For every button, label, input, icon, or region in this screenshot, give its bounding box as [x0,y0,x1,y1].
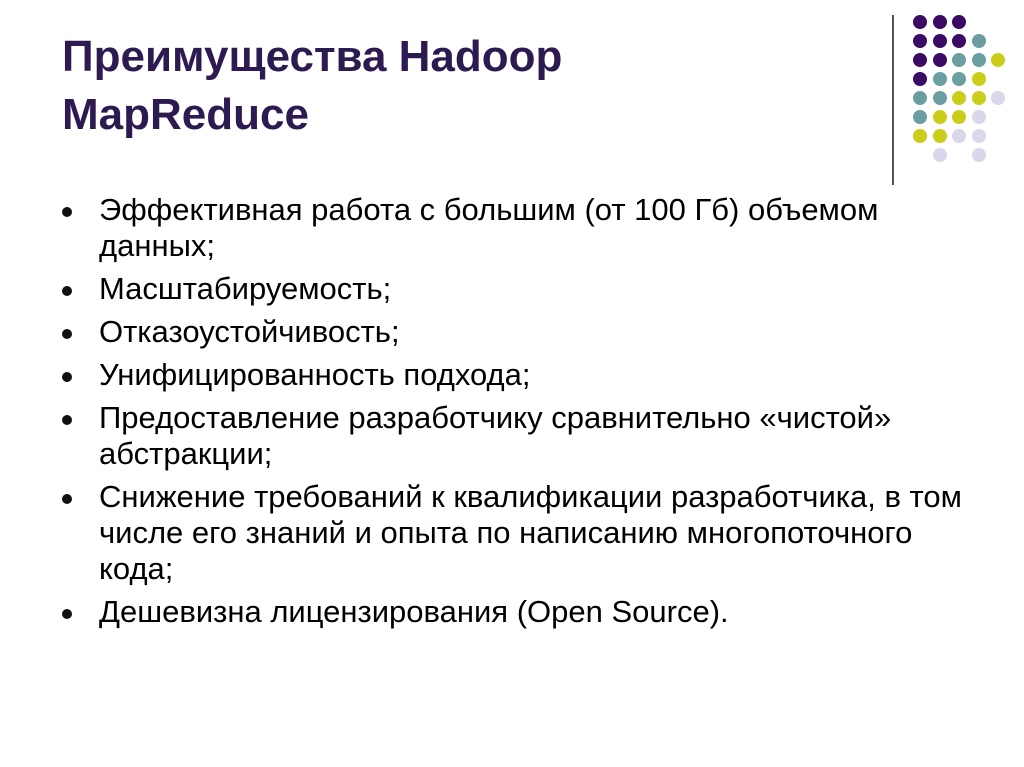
list-item [62,400,962,472]
decorative-dot [972,91,986,105]
decorative-dot [933,34,947,48]
decorative-dot [933,110,947,124]
title-line-2: MapReduce [62,90,309,139]
bullet-icon [62,609,72,619]
bullet-text: Дешевизна лицензирования (Open Source). [99,594,729,629]
decorative-dot [913,91,927,105]
decorative-dot [991,53,1005,67]
bullet-icon [62,494,72,504]
decorative-dot [913,110,927,124]
bullet-list [62,192,962,637]
slide-title [62,28,562,144]
decorative-divider [892,15,894,185]
decorative-dot [952,110,966,124]
decorative-dot [933,53,947,67]
bullet-icon [62,329,72,339]
decorative-dot [933,15,947,29]
list-item [62,479,962,587]
decorative-dot [972,148,986,162]
list-item [62,594,962,630]
list-item [62,357,962,393]
decorative-dot [972,34,986,48]
decorative-dot [972,53,986,67]
decorative-dot [933,129,947,143]
list-item [62,314,962,350]
bullet-icon [62,207,72,217]
decorative-dot [913,15,927,29]
list-item [62,271,962,307]
bullet-text: Унифицированность подхода; [99,357,531,392]
bullet-text: Масштабируемость; [99,271,392,306]
decorative-dot [972,72,986,86]
decorative-dot [952,34,966,48]
title-line-1: Преимущества Hadoop [62,32,563,81]
decorative-dot [933,91,947,105]
bullet-text: Снижение требований к квалификации разработчика, в том числе его знаний и опыта по написанию многопоточного кода; [99,479,962,586]
bullet-icon [62,286,72,296]
decorative-dot [913,53,927,67]
decorative-dot [933,148,947,162]
bullet-icon [62,415,72,425]
decorative-dot [972,129,986,143]
list-item [62,192,962,264]
decorative-dot [913,34,927,48]
decorative-dot [952,91,966,105]
decorative-dot [952,53,966,67]
decorative-dot [913,129,927,143]
decorative-dot [933,72,947,86]
decorative-dot [991,91,1005,105]
decorative-dot [972,110,986,124]
bullet-text: Эффективная работа с большим (от 100 Гб) объемом данных; [99,192,879,263]
decorative-dot [952,129,966,143]
bullet-text: Предоставление разработчику сравнительно «чистой» абстракции; [99,400,892,471]
decorative-dot [913,72,927,86]
decorative-dot [952,15,966,29]
decorative-dot [952,72,966,86]
bullet-text: Отказоустойчивость; [99,314,400,349]
bullet-icon [62,372,72,382]
